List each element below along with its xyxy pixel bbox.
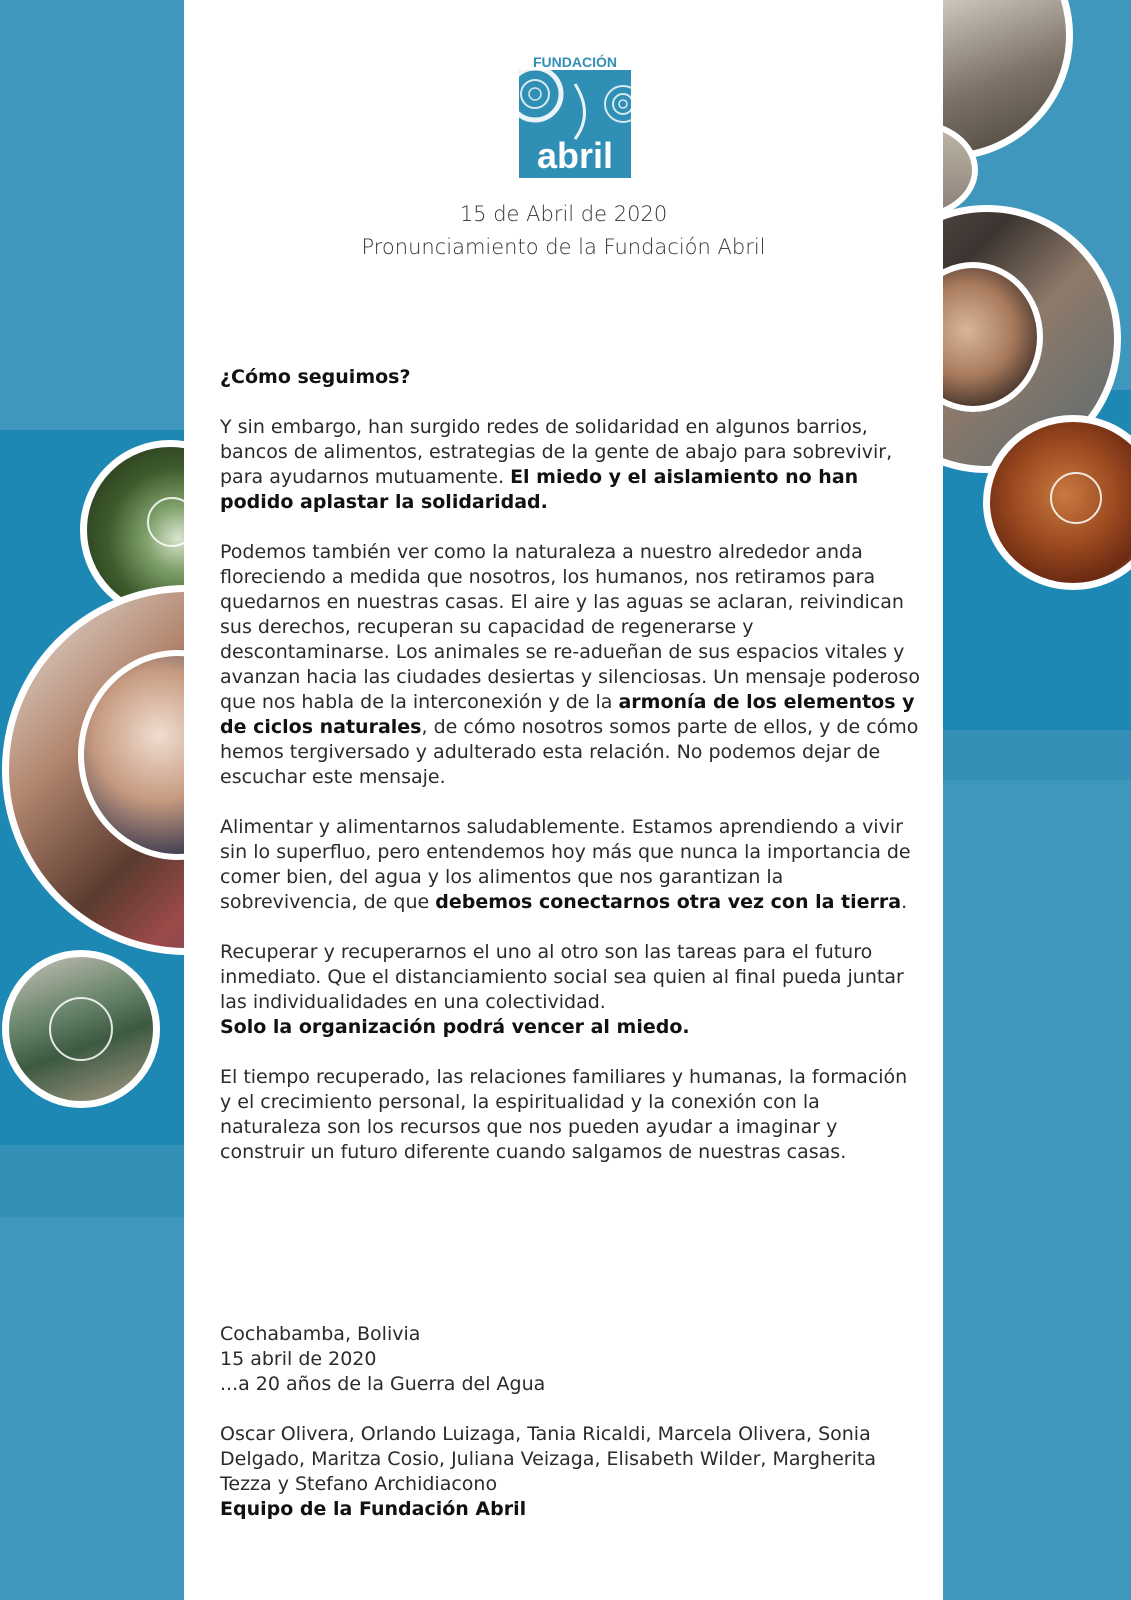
paragraph-solidarity: [220, 415, 920, 515]
paragraph-text: Alimentar y alimentarnos saludablemente. Estamos aprendiendo a vivir sin lo superfluo, pero entendemos hoy más que nunca la importancia de comer bien, del agua y los alimentos que nos garantizan la sobrevivencia, de que: [220, 816, 911, 913]
blue-band: [943, 780, 1131, 1600]
paragraph-text: Podemos también ver como la naturaleza a nuestro alrededor anda floreciendo a medida que nosotros, los humanos, nos retiramos para quedarnos en nuestras casas. El aire y las aguas se aclaran, reivindican sus derechos, recuperan su capacidad de regenerarse y descontaminarse. Los animales se re-adueñan de sus espacios vitales y avanzan hacia las ciudades desiertas y silenciosas. Un mensaje poderoso que nos habla de la interconexión y de la: [220, 541, 920, 713]
signatories: Oscar Olivera, Orlando Luizaga, Tania Ricaldi, Marcela Olivera, Sonia Delgado, Maritza Cosio, Juliana Veizaga, Elisabeth Wilder, Margherita Tezza y Stefano Archidiacono: [220, 1423, 876, 1495]
paragraph-text: , de cómo nosotros somos parte de ellos, y de cómo hemos tergiversado y adulterado esta relación. No podemos dejar de escuchar este mensaje.: [220, 716, 919, 788]
paragraph-emphasis: armonía de los elementos y de ciclos naturales: [220, 691, 915, 738]
paragraph-food: [220, 815, 920, 915]
logo-bottom-text: abril: [536, 135, 614, 176]
closing-place-date: [220, 1322, 920, 1397]
right-side-panel: [943, 0, 1131, 1600]
paragraph-future: El tiempo recuperado, las relaciones familiares y humanas, la formación y el crecimiento personal, la espiritualidad y la conexión con la naturaleza son los recursos que nos pueden ayudar a imaginar y construir un futuro diferente cuando salgamos de nuestras casas.: [220, 1066, 908, 1163]
paragraph-emphasis: El miedo y el aislamiento no han podido aplastar la solidaridad.: [220, 466, 859, 513]
blue-band: [0, 1145, 184, 1217]
document-date: 15 de Abril de 2020: [459, 202, 668, 226]
signatories-block: [220, 1422, 920, 1522]
blue-band: [0, 0, 184, 430]
paragraph-emphasis: Solo la organización podrá vencer al miedo.: [220, 1016, 690, 1038]
closing-note: ...a 20 años de la Guerra del Agua: [220, 1373, 546, 1395]
fundacion-abril-logo: [519, 54, 631, 178]
blue-band: [0, 1217, 184, 1600]
team-name: Equipo de la Fundación Abril: [220, 1498, 527, 1520]
document-title: Pronunciamiento de la Fundación Abril: [361, 235, 766, 259]
statement-body: [220, 365, 920, 1190]
protest-photo: [2, 950, 160, 1108]
paragraph-text: .: [901, 891, 908, 913]
closing-place: Cochabamba, Bolivia: [220, 1323, 421, 1345]
closing-date: 15 abril de 2020: [220, 1348, 377, 1370]
paragraph-text: Recuperar y recuperarnos el uno al otro son las tareas para el futuro inmediato. Que el distanciamiento social sea quien al final pueda juntar las individualidades en una colectividad.: [220, 941, 904, 1013]
paragraph-nature: [220, 540, 920, 790]
logo-top-text: FUNDACIÓN: [533, 54, 617, 70]
paragraph-emphasis: debemos conectarnos otra vez con la tierra: [435, 891, 902, 913]
section-heading: ¿Cómo seguimos?: [220, 366, 411, 388]
paragraph-text: Y sin embargo, han surgido redes de solidaridad en algunos barrios, bancos de alimentos, estrategias de la gente de abajo para sobrevivir, para ayudarnos mutuamente.: [220, 416, 893, 488]
closing-block: [220, 1322, 920, 1547]
paragraph-recover: [220, 940, 920, 1040]
blue-band: [943, 730, 1131, 780]
left-side-panel: [0, 0, 184, 1600]
